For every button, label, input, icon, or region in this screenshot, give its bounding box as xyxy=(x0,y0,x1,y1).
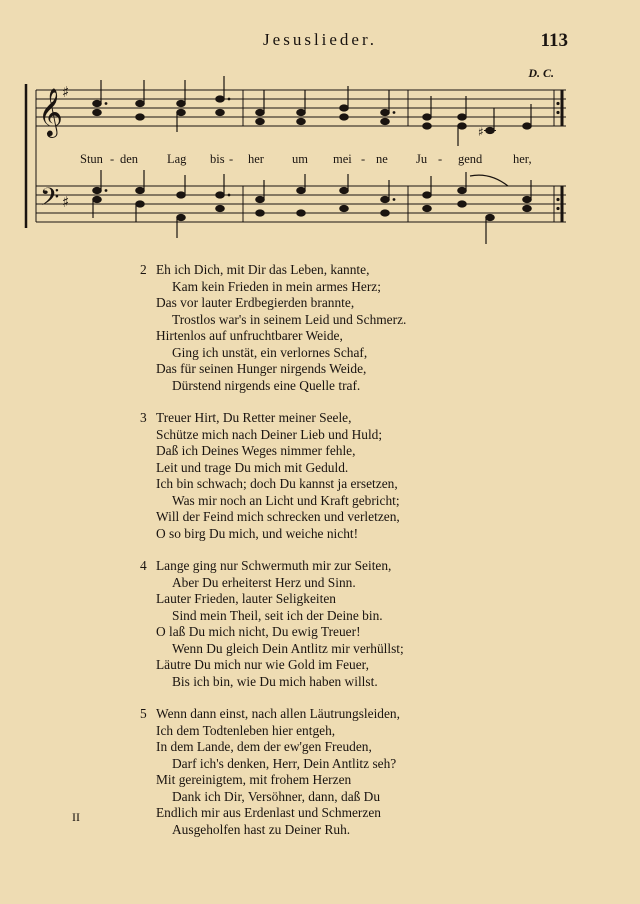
lyric-syllable: Lag xyxy=(167,152,187,166)
note-head xyxy=(216,206,224,212)
treble-notes xyxy=(93,76,531,146)
lyric-hyphen: - xyxy=(110,152,115,166)
augmentation-dots xyxy=(105,98,396,201)
hymn-verses xyxy=(140,262,600,854)
note-head xyxy=(486,215,494,221)
verse-line: Darf ich's denken, Herr, Dein Antlitz seh? xyxy=(172,755,397,771)
verse-number: 3 xyxy=(140,410,147,425)
verse-line: In dem Lande, dem der ew'gen Freuden, xyxy=(156,739,372,754)
note-head xyxy=(93,188,101,194)
lyric-syllable: den xyxy=(120,152,139,166)
verse-line: Schütze mich nach Deiner Lieb und Huld; xyxy=(156,426,383,442)
note-head xyxy=(297,210,305,216)
verse-line: O so birg Du mich, und weiche nicht! xyxy=(156,525,359,541)
lyric-syllable: bis xyxy=(210,152,225,166)
note-head xyxy=(93,197,101,203)
verse-line: Das vor lauter Erdbegierden brannte, xyxy=(156,295,355,310)
verse-3 xyxy=(140,410,600,542)
lyric-syllable: mei xyxy=(333,152,352,166)
note-head xyxy=(423,192,431,198)
accidental-sharp-icon: ♯ xyxy=(478,125,484,139)
note-head xyxy=(216,96,224,102)
verse-4 xyxy=(140,558,600,690)
note-head xyxy=(256,110,264,116)
verse-5 xyxy=(140,706,600,838)
lyric-syllable: ne xyxy=(376,152,388,166)
verse-line: Läutre Du mich nur wie Gold im Feuer, xyxy=(156,657,369,672)
note-head xyxy=(93,101,101,107)
lyric-syllable: her xyxy=(248,152,264,166)
note-head xyxy=(381,197,389,203)
verse-line: Ich bin schwach; doch Du kannst ja ersetzen, xyxy=(156,476,398,491)
verse-line: Will der Feind mich schrecken und verletzen, xyxy=(156,509,400,524)
verse-line: Leit und trage Du mich mit Geduld. xyxy=(156,459,349,475)
note-head xyxy=(423,123,431,129)
note-head xyxy=(340,206,348,212)
verse-line: 5 Wenn dann einst, nach allen Läutrungsleiden, xyxy=(140,706,400,721)
note-head xyxy=(423,114,431,120)
verse-line: O laß Du mich nicht, Du ewig Treuer! xyxy=(156,624,361,639)
note-head xyxy=(297,110,305,116)
note-head xyxy=(256,210,264,216)
note-head xyxy=(340,188,348,194)
note-head xyxy=(340,105,348,111)
running-header-title: Jesuslieder. xyxy=(263,30,377,49)
lyric-syllable: gend xyxy=(458,152,483,166)
note-head xyxy=(177,215,185,221)
note-head xyxy=(423,206,431,212)
verse-line: Aber Du erheiterst Herz und Sinn. xyxy=(172,574,356,590)
note-head xyxy=(523,123,531,129)
verse-line: Dürstend nirgends eine Quelle traf. xyxy=(172,377,361,393)
verse-number: 5 xyxy=(140,706,147,721)
note-head xyxy=(381,110,389,116)
lyric-syllable: um xyxy=(292,152,308,166)
note-head xyxy=(177,110,185,116)
verse-line: Ausgeholfen hast zu Deiner Ruh. xyxy=(172,821,351,837)
note-head xyxy=(381,210,389,216)
verse-line: Dank ich Dir, Versöhner, dann, daß Du xyxy=(172,788,381,804)
note-head xyxy=(340,114,348,120)
note-head xyxy=(458,201,466,207)
note-head xyxy=(177,192,185,198)
verse-line: Sind mein Theil, seit ich der Deine bin. xyxy=(172,607,383,623)
note-head xyxy=(297,188,305,194)
note-head xyxy=(136,188,144,194)
verse-line: Daß ich Deines Weges nimmer fehle, xyxy=(156,443,356,458)
verse-line: Wenn Du gleich Dein Antlitz mir verhüllst; xyxy=(172,640,404,656)
note-head xyxy=(381,119,389,125)
verse-line: Ging ich unstät, ein verlornes Schaf, xyxy=(172,344,368,360)
verse-line: 4 Lange ging nur Schwermuth mir zur Seiten, xyxy=(140,558,392,573)
lyric-hyphen: - xyxy=(438,152,443,166)
note-head xyxy=(256,197,264,203)
verse-line: Trostlos war's in seinem Leid und Schmerz. xyxy=(172,311,407,327)
note-head xyxy=(458,188,466,194)
verse-line: Ich dem Todtenleben hier entgeh, xyxy=(156,722,336,738)
lyric-hyphen: - xyxy=(229,152,234,166)
verse-number: 4 xyxy=(140,558,147,573)
note-head xyxy=(136,114,144,120)
note-head xyxy=(136,101,144,107)
verse-line: Endlich mir aus Erdenlast und Schmerzen xyxy=(156,805,381,820)
note-head xyxy=(93,110,101,116)
verse-line: Bis ich bin, wie Du mich haben willst. xyxy=(172,673,378,689)
verse-number: 2 xyxy=(140,262,147,277)
lyric-syllable: Ju xyxy=(416,152,428,166)
note-head xyxy=(177,101,185,107)
lyric-syllable: Stun xyxy=(80,152,103,166)
verse-line: 3 Treuer Hirt, Du Retter meiner Seele, xyxy=(140,410,352,425)
note-head xyxy=(297,119,305,125)
bass-notes xyxy=(93,170,531,244)
note-head xyxy=(216,192,224,198)
printer-signature: II xyxy=(72,810,80,824)
verse-line: Was mir noch an Licht und Kraft gebricht; xyxy=(172,492,400,508)
verse-line: Mit gereinigtem, mit frohem Herzen xyxy=(156,772,352,787)
note-head xyxy=(523,206,531,212)
lyric-hyphen: - xyxy=(361,152,366,166)
page-number: 113 xyxy=(540,30,568,51)
note-head xyxy=(523,197,531,203)
note-head xyxy=(458,114,466,120)
bass-clef-icon: 𝄢 xyxy=(40,183,60,218)
bass-key-sharp-icon: ♯ xyxy=(62,193,70,211)
note-head xyxy=(458,123,466,129)
lyric-syllable: her, xyxy=(513,152,532,166)
verse-2 xyxy=(140,262,600,394)
note-head xyxy=(256,119,264,125)
da-capo-marking: D. C. xyxy=(528,66,554,80)
music-lyrics-line xyxy=(0,152,640,172)
treble-clef-icon: 𝄞 xyxy=(38,87,63,136)
note-head xyxy=(136,201,144,207)
verse-line: Das für seinen Hunger nirgends Weide, xyxy=(156,361,367,376)
verse-line: Lauter Frieden, lauter Seligkeiten xyxy=(156,591,336,606)
music-score xyxy=(0,0,640,260)
verse-line: 2 Eh ich Dich, mit Dir das Leben, kannte, xyxy=(140,262,370,277)
note-head xyxy=(216,110,224,116)
verse-line: Kam kein Frieden in mein armes Herz; xyxy=(172,278,381,294)
treble-key-sharp-icon: ♯ xyxy=(62,83,70,101)
verse-line: Hirtenlos auf unfruchtbarer Weide, xyxy=(156,328,343,343)
